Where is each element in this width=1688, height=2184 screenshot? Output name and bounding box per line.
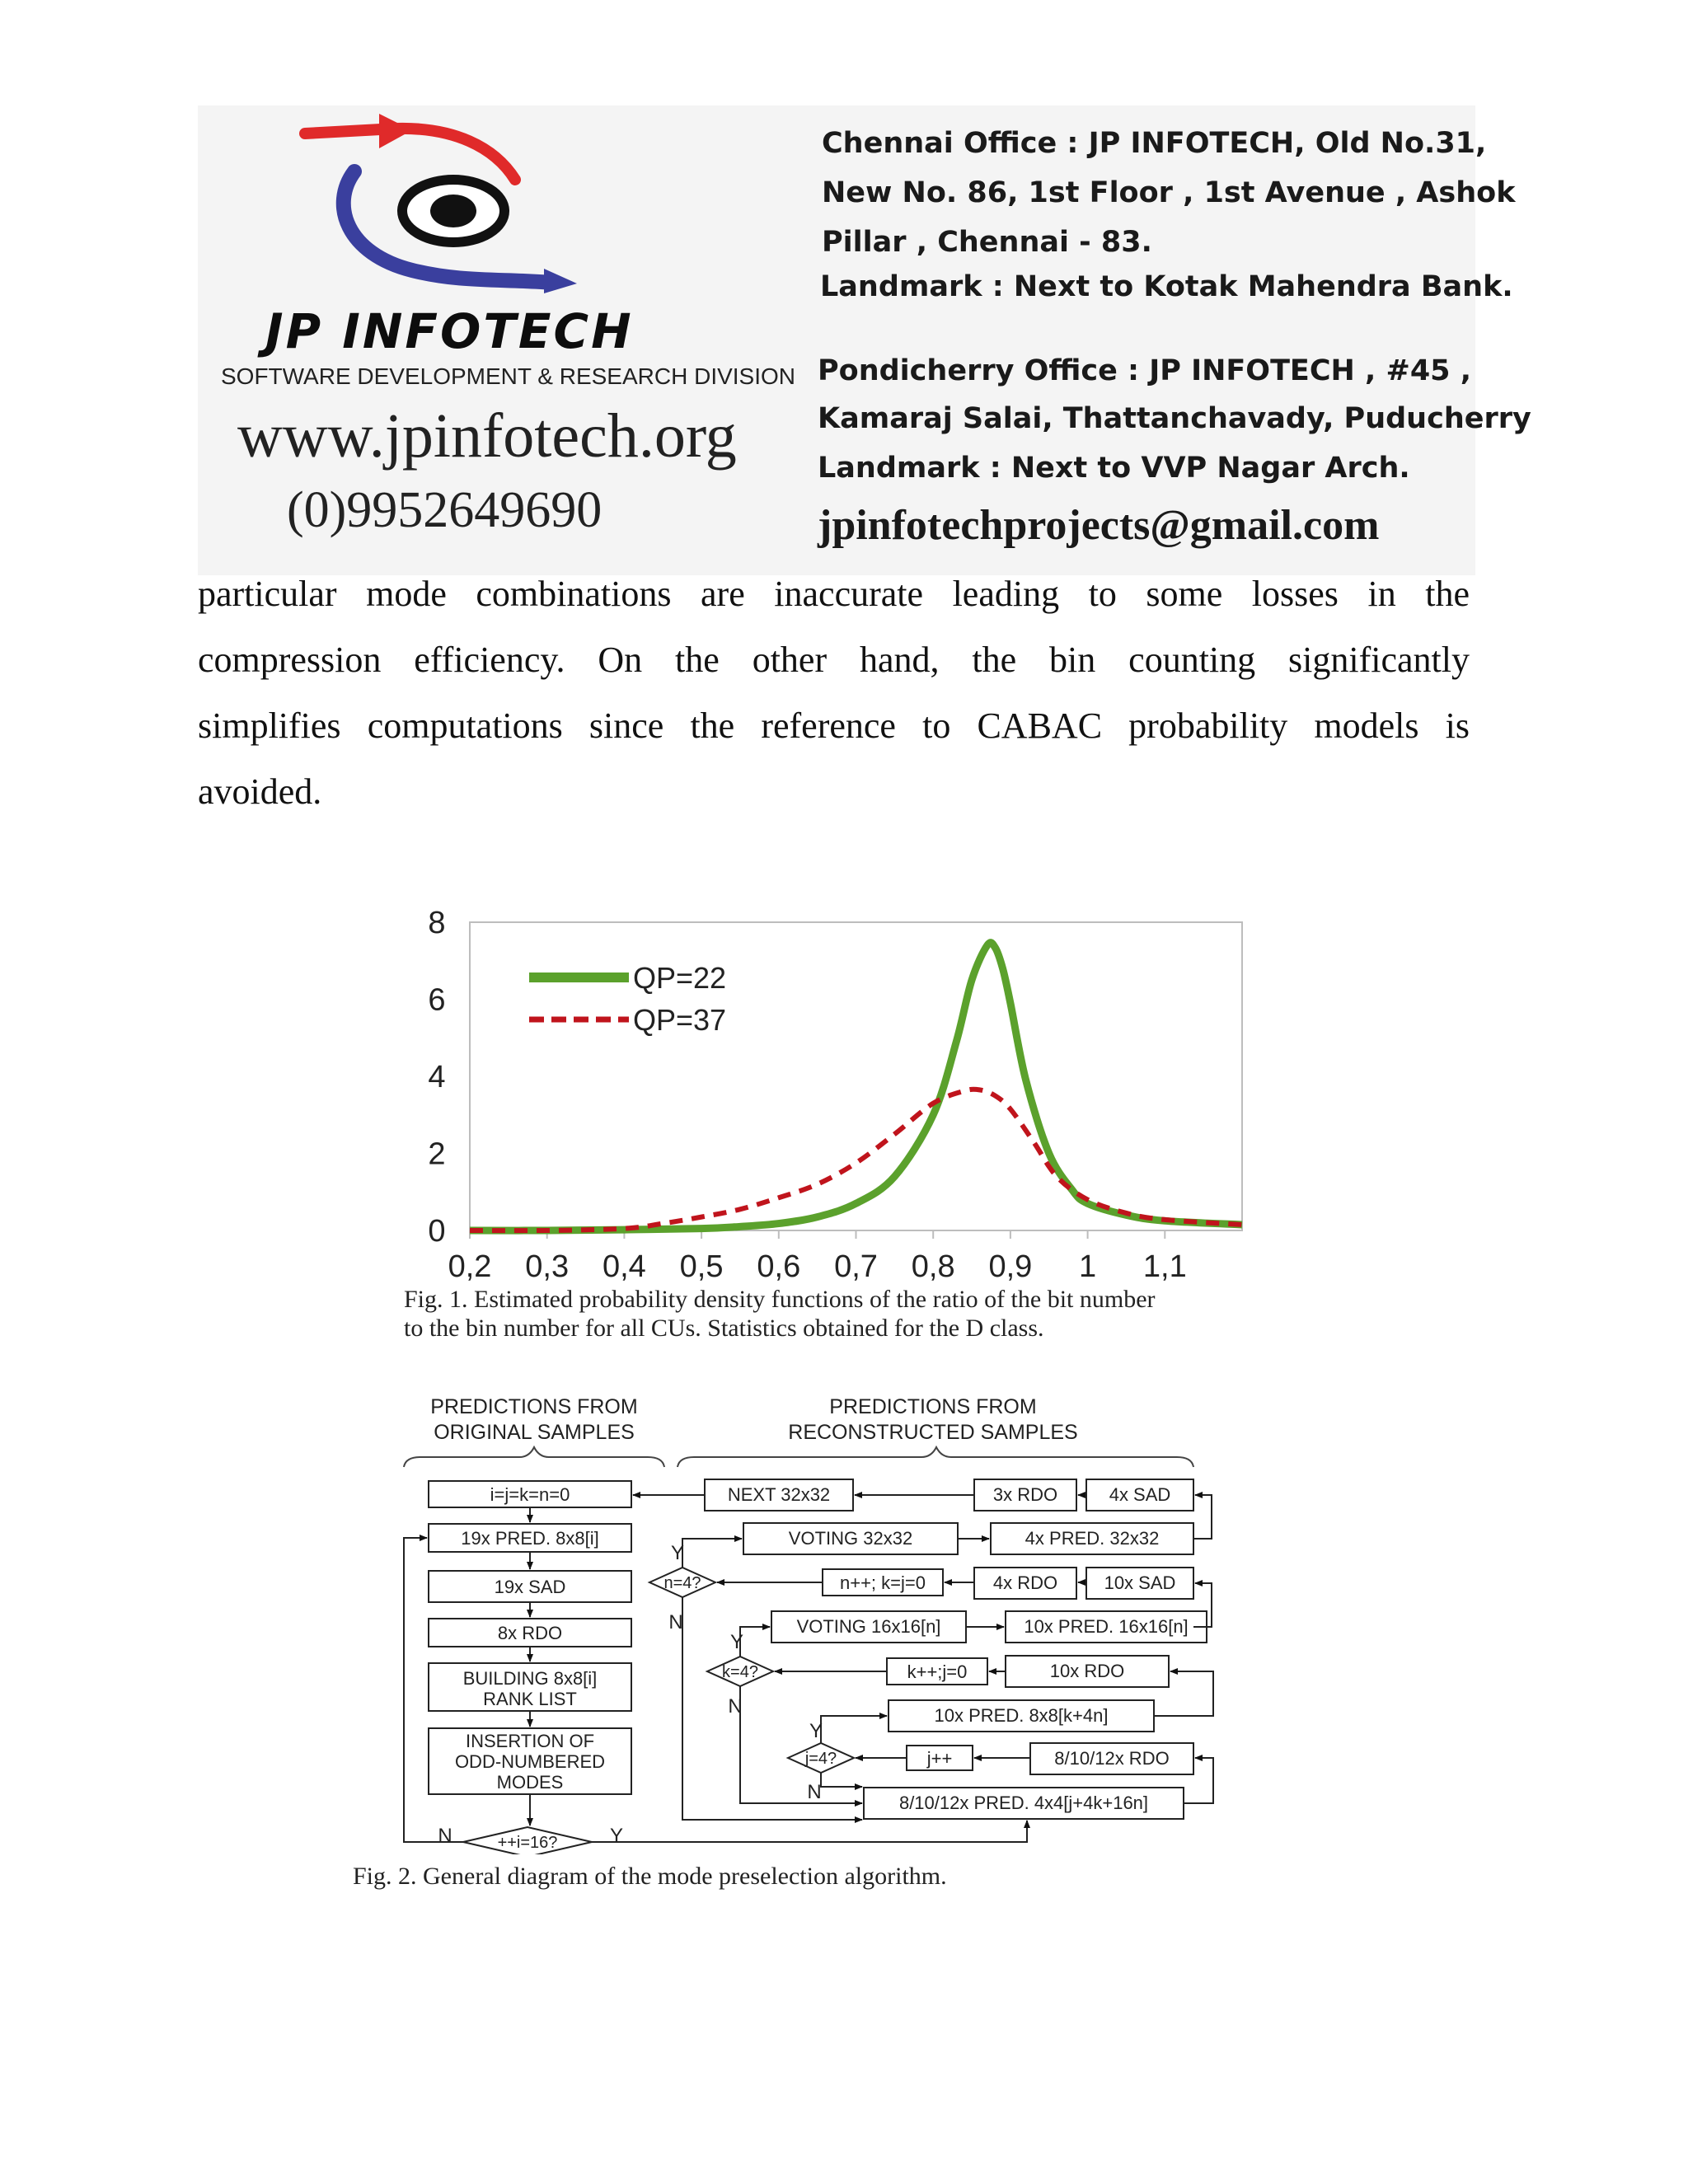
label-voting16: VOTING 16x16[n] [796, 1616, 941, 1637]
label-pred4: 8/10/12x PRED. 4x4[j+4k+16n] [898, 1793, 1149, 1813]
x-tick-label: 0,8 [911, 1249, 955, 1284]
label-decision-n: n=4? [663, 1574, 701, 1592]
body-line-4: avoided. [198, 771, 322, 812]
label-sad19: 19x SAD [494, 1577, 566, 1597]
label-pred8x8: 19x PRED. 8x8[i] [461, 1528, 599, 1549]
label-pred32: 4x PRED. 32x32 [1025, 1528, 1160, 1549]
label-kinc: k++;j=0 [907, 1661, 968, 1682]
letterhead [198, 105, 1531, 575]
label-build-2: RANK LIST [483, 1689, 577, 1709]
header-right-1: PREDICTIONS FROM [829, 1395, 1037, 1418]
label-i-no: N [438, 1825, 452, 1847]
fig1-caption-line-1: Fig. 1. Estimated probability density functions of the ratio of the bit number [404, 1286, 1156, 1313]
label-sad10: 10x SAD [1104, 1572, 1176, 1593]
x-tick-label: 0,3 [525, 1249, 570, 1284]
x-tick-label: 0,9 [988, 1249, 1033, 1284]
logo-red-arrow-head [379, 114, 412, 148]
label-decision-k: k=4? [722, 1663, 758, 1681]
email-address: jpinfotechprojects@gmail.com [818, 502, 1380, 549]
label-rdo8: 8x RDO [497, 1623, 563, 1643]
brand-name: JP INFOTECH [265, 303, 634, 359]
header-left-1: PREDICTIONS FROM [430, 1395, 638, 1418]
website-text: www.jpinfotech.org [237, 401, 737, 471]
legend-label-2: QP=37 [633, 1003, 727, 1037]
phone-number: (0)9952649690 [287, 482, 603, 538]
label-i-yes: Y [609, 1825, 624, 1847]
label-k-yes: Y [729, 1631, 744, 1653]
header-right-2: RECONSTRUCTED SAMPLES [788, 1421, 1078, 1444]
label-insert-3: MODES [496, 1772, 564, 1793]
x-tick-label: 1 [1079, 1249, 1097, 1284]
label-next32: NEXT 32x32 [727, 1484, 831, 1505]
body-line-2: compression efficiency. On the other hand, the bin counting significantly [198, 640, 1470, 680]
label-decision-j: j=4? [804, 1750, 837, 1768]
label-rdo81012: 8/10/12x RDO [1054, 1748, 1170, 1769]
label-n-no: N [668, 1611, 683, 1633]
legend-label-1: QP=22 [633, 961, 727, 995]
pondy-line-1: Pondicherry Office : JP INFOTECH , #45 , [818, 354, 1472, 387]
logo-icon [297, 114, 577, 295]
pondy-line-3: Landmark : Next to VVP Nagar Arch. [818, 452, 1410, 485]
label-jinc: j++ [926, 1748, 953, 1769]
x-tick-label: 0,4 [602, 1249, 646, 1284]
fig2-caption: Fig. 2. General diagram of the mode preselection algorithm. [353, 1863, 947, 1890]
header-left-2: ORIGINAL SAMPLES [434, 1421, 635, 1444]
pondy-line-2: Kamaraj Salai, Thattanchavady, Puducherry [818, 402, 1531, 435]
y-tick-label: 2 [428, 1137, 446, 1172]
label-insert-2: ODD-NUMBERED [454, 1751, 606, 1772]
label-n-yes: Y [670, 1542, 685, 1564]
label-sad4: 4x SAD [1109, 1484, 1171, 1505]
label-rdo10: 10x RDO [1049, 1661, 1125, 1681]
flowchart [387, 1385, 1253, 1854]
y-tick-label: 0 [428, 1214, 446, 1249]
label-voting32: VOTING 32x32 [788, 1528, 913, 1549]
label-decision-i: ++i=16? [497, 1834, 558, 1852]
label-pred16: 10x PRED. 16x16[n] [1024, 1616, 1189, 1637]
logo-red-arrow [305, 129, 515, 180]
chennai-line-2: New No. 86, 1st Floor , 1st Avenue , Ashok [822, 176, 1516, 209]
label-insert-1: INSERTION OF [465, 1731, 595, 1751]
chennai-line-4: Landmark : Next to Kotak Mahendra Bank. [820, 270, 1513, 303]
y-tick-label: 4 [428, 1060, 446, 1094]
label-pred8: 10x PRED. 8x8[k+4n] [934, 1705, 1109, 1726]
x-tick-label: 0,5 [679, 1249, 724, 1284]
body-line-1: particular mode combinations are inaccurate leading to some losses in the [198, 574, 1470, 614]
label-init: i=j=k=n=0 [490, 1484, 570, 1505]
x-tick-label: 0,6 [757, 1249, 801, 1284]
chennai-line-3: Pillar , Chennai - 83. [822, 226, 1152, 259]
logo-blue-arrow-head [544, 269, 577, 293]
fig1-caption-line-2: to the bin number for all CUs. Statistics obtained for the D class. [404, 1315, 1044, 1342]
chennai-line-1: Chennai Office : JP INFOTECH, Old No.31, [822, 127, 1487, 160]
label-k-no: N [728, 1695, 743, 1718]
y-tick-label: 6 [428, 982, 446, 1018]
division-label: SOFTWARE DEVELOPMENT & RESEARCH DIVISION [221, 363, 796, 389]
x-tick-label: 0,2 [448, 1249, 492, 1284]
density-chart [387, 890, 1294, 1286]
plot-area [470, 922, 1242, 1230]
label-ninc: n++; k=j=0 [840, 1572, 926, 1593]
label-rdo3: 3x RDO [992, 1484, 1058, 1505]
label-j-no: N [807, 1781, 822, 1803]
label-build-1: BUILDING 8x8[i] [462, 1668, 598, 1689]
x-tick-label: 0,7 [834, 1249, 878, 1284]
label-j-yes: Y [809, 1720, 823, 1742]
label-rdo4: 4x RDO [992, 1572, 1058, 1593]
y-tick-label: 8 [428, 906, 446, 940]
body-line-3: simplifies computations since the reference to CABAC probability models is [198, 705, 1470, 746]
x-tick-label: 1,1 [1142, 1249, 1187, 1284]
